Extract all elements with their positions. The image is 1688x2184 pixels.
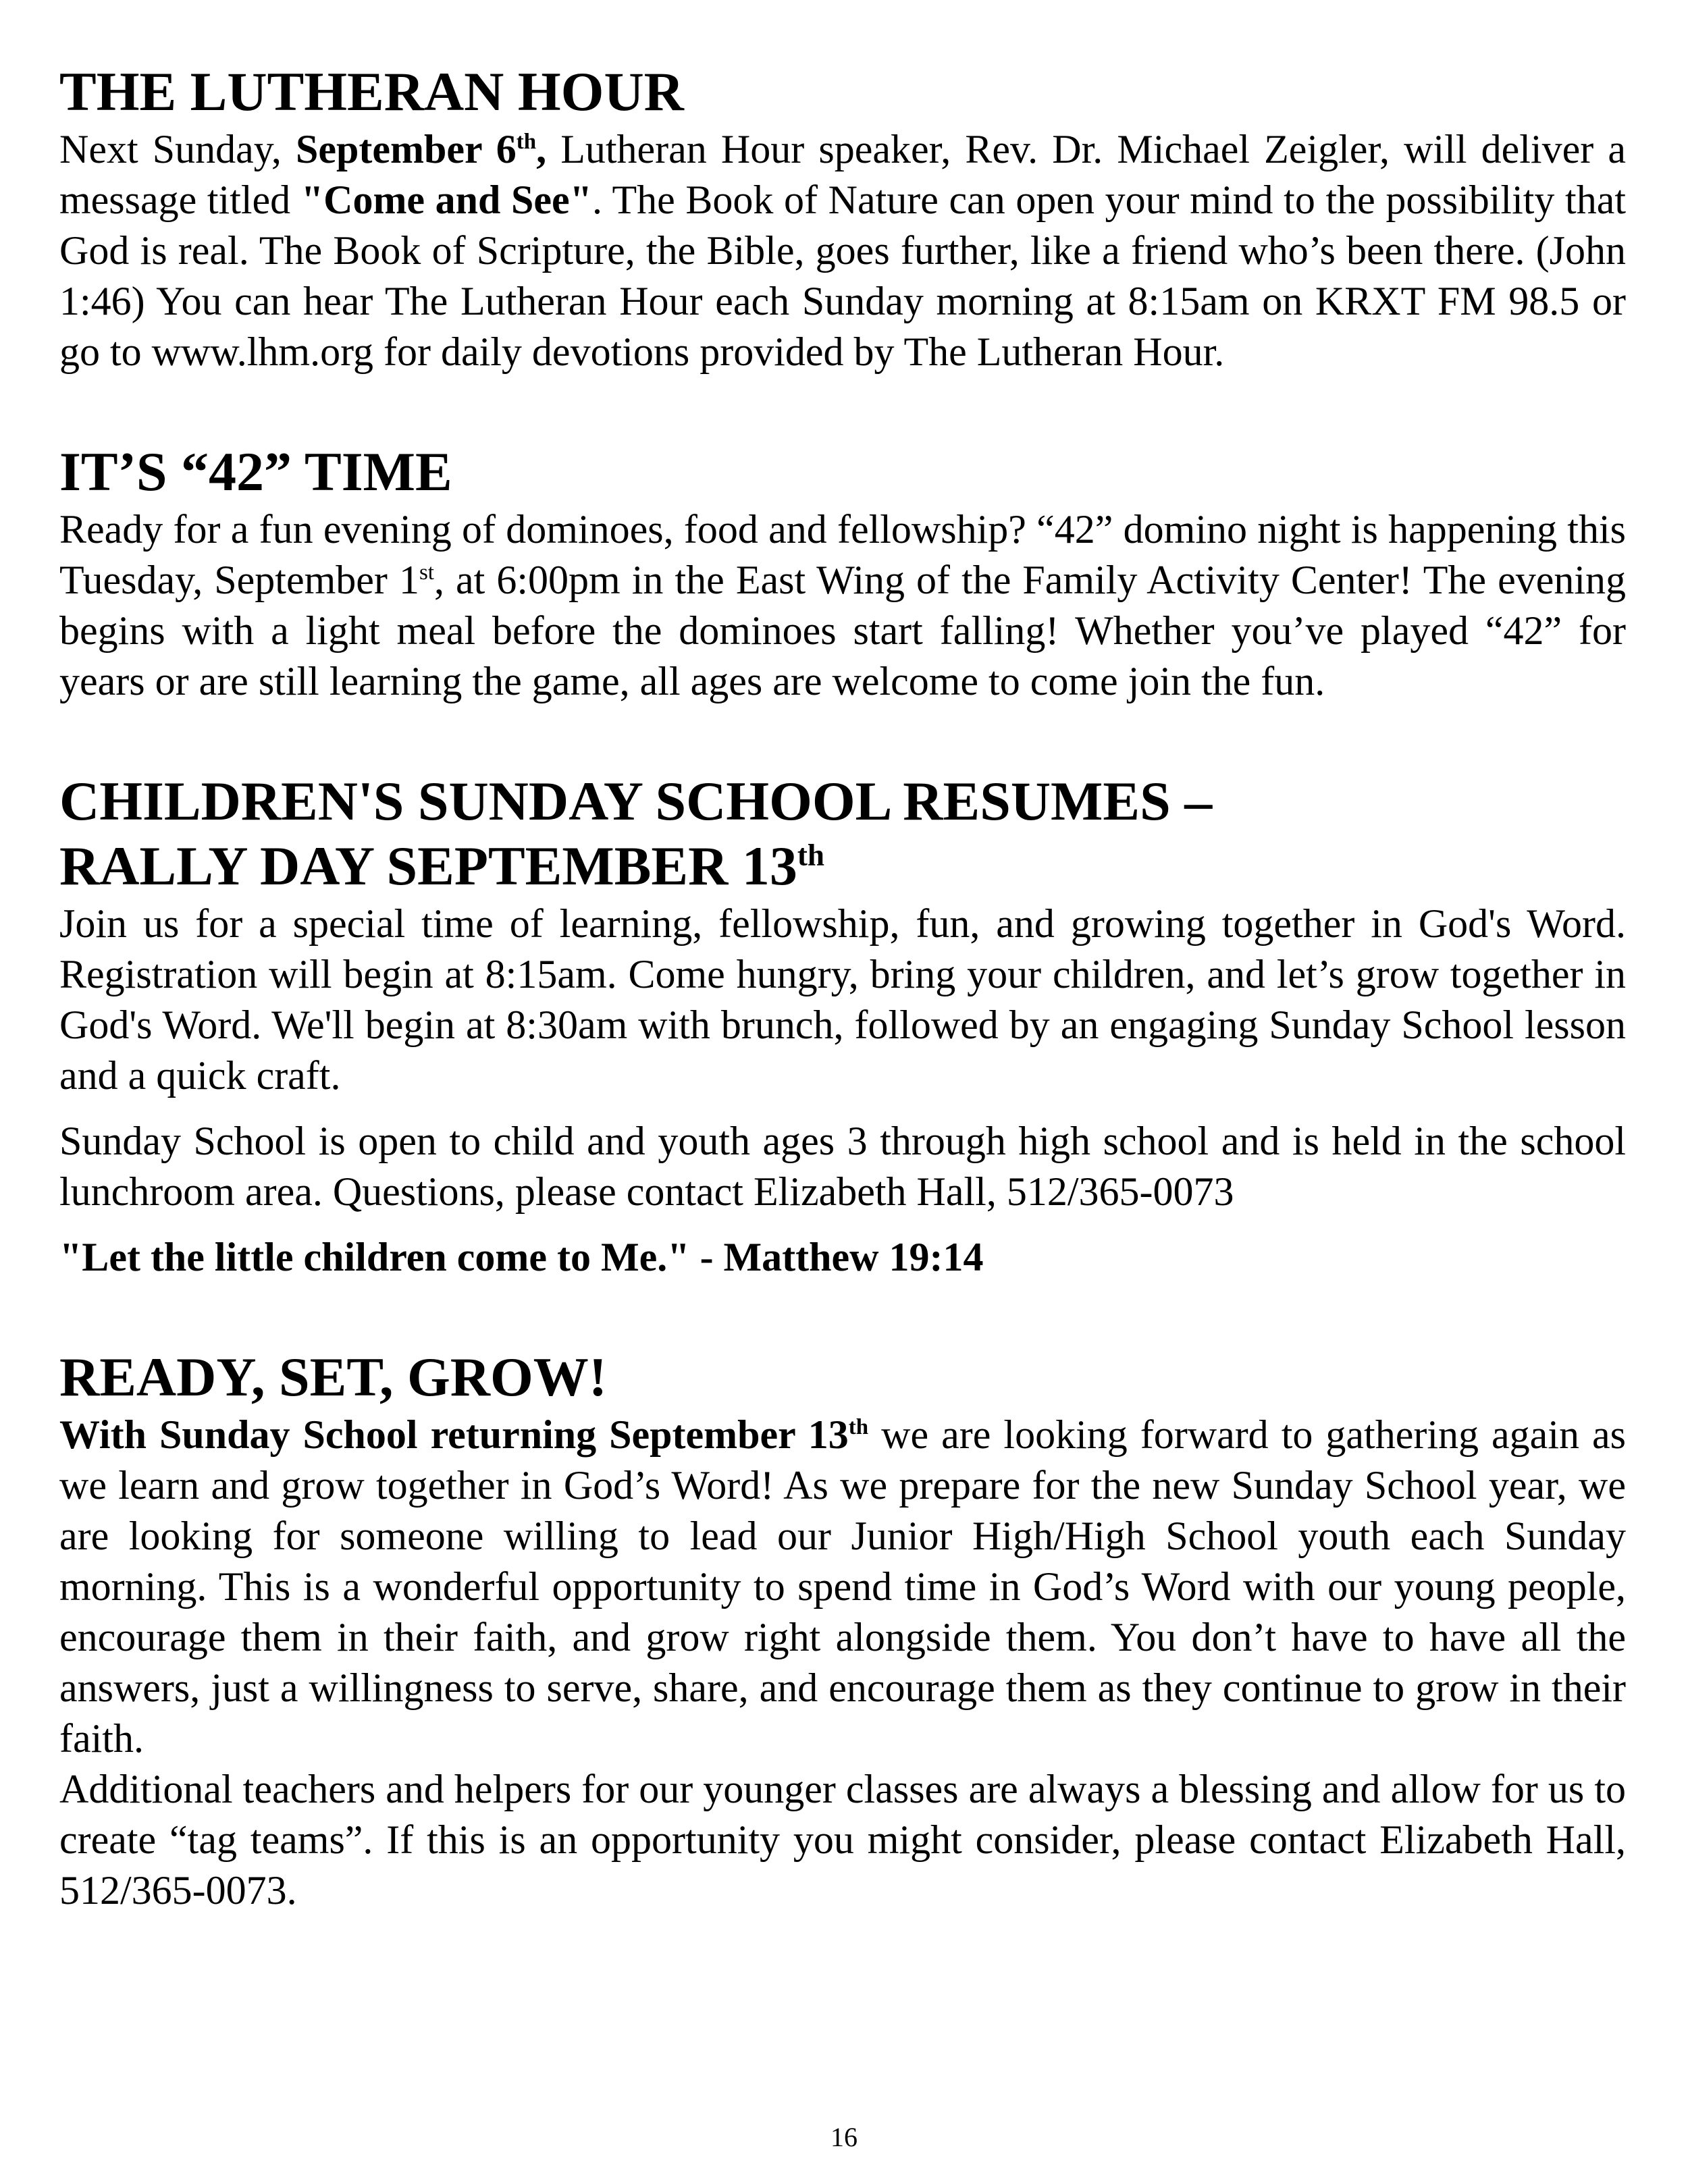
text-run: we are looking forward to gathering again as we learn and grow together in God’s Word! As we prepare for the new Sunday School year, we are looking for someone willing to lead our Junior High/High School youth each Sunday morning. This is a wonderful opportunity to spend time in God’s Word with our young people, encourage them in their faith, and grow right alongside them. You don’t have to have all the answers, just a willingness to serve, share, and encourage them as they continue to grow in their faith. (59, 1412, 1627, 1761)
bold-comma: , (536, 127, 547, 171)
ordinal-suffix: th (797, 838, 824, 872)
text-run: Ready for a fun evening of dominoes, food and fellowship? “42” domino night is happening this Tuesday, September 1 (59, 507, 1626, 602)
scripture-quote: "Let the little children come to Me." - Matthew 19:14 (59, 1235, 984, 1279)
section-paragraph (59, 504, 1626, 707)
bold-lead: With Sunday School returning September 13 (59, 1412, 849, 1457)
section-paragraph: Additional teachers and helpers for our younger classes are always a blessing and allow for us to create “tag teams”. If this is an opportunity you might consider, please contact Elizabeth Hall, 512/365-0073. (59, 1767, 1626, 1913)
section-sunday-school-resumes (59, 769, 1626, 1283)
heading-line: CHILDREN'S SUNDAY SCHOOL RESUMES – (59, 770, 1213, 832)
section-heading: READY, SET, GROW! (59, 1346, 608, 1408)
text-run: Lutheran Hour speaker, Rev. Dr. Michael Zeigler, will deliver a message titled (59, 127, 1627, 222)
ordinal-suffix: th (848, 1415, 869, 1439)
section-heading: IT’S “42” TIME (59, 441, 452, 502)
section-paragraph: Join us for a special time of learning, fellowship, fun, and growing together in God's Word. Registration will begin at 8:15am. Come hungry, bring your children, and let’s grow together in God's Word. We'll begin at 8:30am with brunch, followed by an engaging Sunday School lesson and a quick craft. (59, 901, 1626, 1098)
section-42-time (59, 440, 1626, 707)
page-content (59, 59, 1626, 1916)
section-heading (59, 769, 1626, 899)
page-number: 16 (830, 2122, 858, 2152)
text-run: . The Book of Nature can open your mind to the possibility that God is real. The Book of Scripture, the Bible, goes further, like a friend who’s been there. (John 1:46) You can hear The Lutheran Hour each Sunday morning at 8:15am on KRXT FM 98.5 or go to www.lhm.org for daily devotions provided by The Lutheran Hour. (59, 178, 1626, 374)
section-paragraph (59, 1410, 1626, 1764)
message-title: "Come and See" (300, 178, 592, 222)
section-lutheran-hour (59, 59, 1626, 377)
ordinal-suffix: th (516, 130, 537, 154)
section-paragraph: Sunday School is open to child and youth ages 3 through high school and is held in the school lunchroom area. Questions, please contact Elizabeth Hall, 512/365-0073 (59, 1119, 1626, 1214)
bold-date: September 6 (296, 127, 517, 171)
section-ready-set-grow (59, 1345, 1626, 1916)
text-run: , at 6:00pm in the East Wing of the Family Activity Center! The evening begins with a light meal before the dominoes start falling! Whether you’ve played “42” for years or are still learning the game, all ages are welcome to come join the fun. (59, 558, 1627, 703)
section-paragraph (59, 124, 1626, 377)
heading-line: RALLY DAY SEPTEMBER 13 (59, 835, 797, 897)
section-heading: THE LUTHERAN HOUR (59, 61, 684, 122)
text-run: Next Sunday, (59, 127, 296, 171)
ordinal-suffix: st (419, 560, 434, 585)
